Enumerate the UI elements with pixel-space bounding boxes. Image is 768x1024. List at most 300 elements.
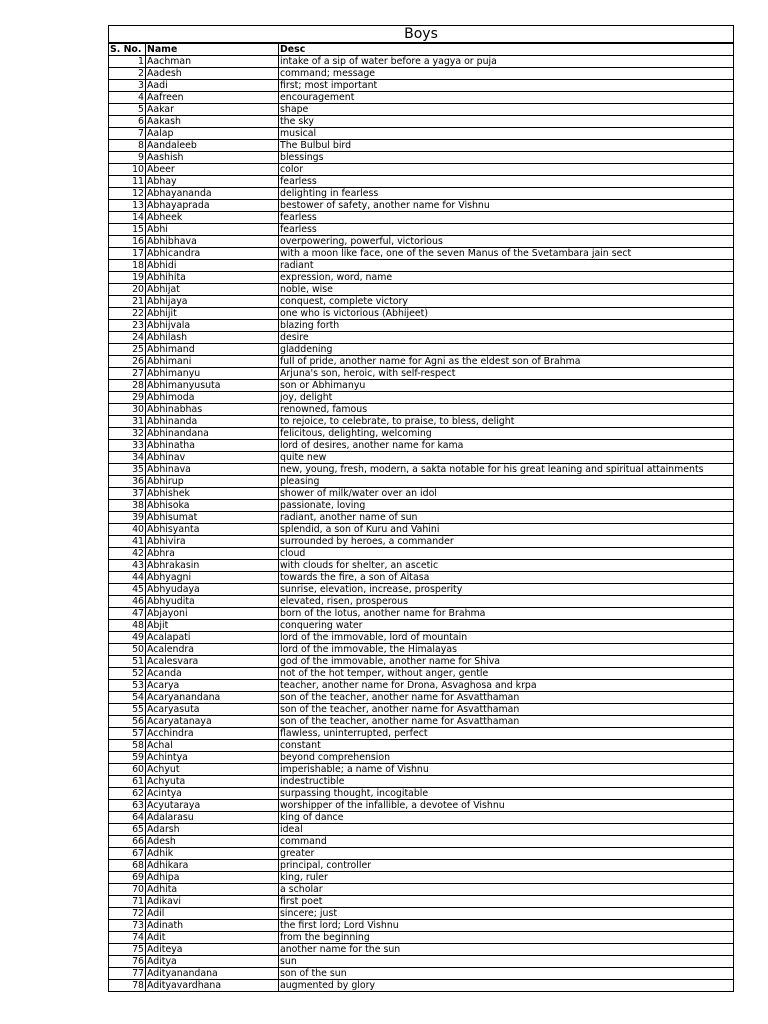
row-desc: overpowering, powerful, victorious	[279, 236, 734, 248]
row-name: Abjit	[146, 620, 279, 632]
row-number: 14	[109, 212, 146, 224]
row-number: 7	[109, 128, 146, 140]
row-name: Adhita	[146, 884, 279, 896]
table-row	[109, 320, 734, 332]
row-name: Abheek	[146, 212, 279, 224]
table-row	[109, 644, 734, 656]
row-name: Adityanandana	[146, 968, 279, 980]
row-name: Abhyudaya	[146, 584, 279, 596]
table-row	[109, 668, 734, 680]
row-name: Acintya	[146, 788, 279, 800]
row-name: Abhinandana	[146, 428, 279, 440]
row-desc: first poet	[279, 896, 734, 908]
row-desc: born of the lotus, another name for Brahma	[279, 608, 734, 620]
table-row	[109, 908, 734, 920]
row-desc: new, young, fresh, modern, a sakta notable for his great leaning and spiritual attainments	[279, 464, 734, 476]
row-number: 34	[109, 452, 146, 464]
row-desc: son of the sun	[279, 968, 734, 980]
row-number: 15	[109, 224, 146, 236]
row-name: Abhra	[146, 548, 279, 560]
row-desc: Arjuna's son, heroic, with self-respect	[279, 368, 734, 380]
row-name: Adesh	[146, 836, 279, 848]
row-desc: one who is victorious (Abhijeet)	[279, 308, 734, 320]
row-number: 12	[109, 188, 146, 200]
row-desc: splendid, a son of Kuru and Vahini	[279, 524, 734, 536]
table-row	[109, 56, 734, 68]
table-row	[109, 980, 734, 992]
row-number: 67	[109, 848, 146, 860]
row-name: Abhisoka	[146, 500, 279, 512]
table-row	[109, 452, 734, 464]
row-number: 45	[109, 584, 146, 596]
row-number: 78	[109, 980, 146, 992]
row-number: 75	[109, 944, 146, 956]
row-name: Abhishek	[146, 488, 279, 500]
table-row	[109, 404, 734, 416]
row-number: 18	[109, 260, 146, 272]
row-number: 8	[109, 140, 146, 152]
row-number: 68	[109, 860, 146, 872]
table-row	[109, 284, 734, 296]
row-name: Adinath	[146, 920, 279, 932]
row-number: 52	[109, 668, 146, 680]
table-row	[109, 572, 734, 584]
header-desc: Desc	[279, 44, 734, 56]
row-name: Acalendra	[146, 644, 279, 656]
table-row	[109, 188, 734, 200]
table-row	[109, 128, 734, 140]
row-number: 10	[109, 164, 146, 176]
row-number: 61	[109, 776, 146, 788]
row-number: 47	[109, 608, 146, 620]
row-number: 20	[109, 284, 146, 296]
row-number: 35	[109, 464, 146, 476]
row-number: 76	[109, 956, 146, 968]
row-number: 74	[109, 932, 146, 944]
row-desc: son of the teacher, another name for Asvatthaman	[279, 716, 734, 728]
table-row	[109, 632, 734, 644]
table-row	[109, 776, 734, 788]
row-name: Abhibhava	[146, 236, 279, 248]
row-desc: full of pride, another name for Agni as the eldest son of Brahma	[279, 356, 734, 368]
row-desc: flawless, uninterrupted, perfect	[279, 728, 734, 740]
row-desc: from the beginning	[279, 932, 734, 944]
row-name: Abhi	[146, 224, 279, 236]
row-desc: lord of the immovable, lord of mountain	[279, 632, 734, 644]
table-row	[109, 896, 734, 908]
row-desc: lord of the immovable, the Himalayas	[279, 644, 734, 656]
table-row	[109, 800, 734, 812]
row-desc: constant	[279, 740, 734, 752]
row-number: 29	[109, 392, 146, 404]
row-name: Abhijat	[146, 284, 279, 296]
row-desc: bestower of safety, another name for Vishnu	[279, 200, 734, 212]
row-name: Adikavi	[146, 896, 279, 908]
table-row	[109, 752, 734, 764]
row-desc: sunrise, elevation, increase, prosperity	[279, 584, 734, 596]
row-name: Adityavardhana	[146, 980, 279, 992]
row-name: Aditya	[146, 956, 279, 968]
row-desc: musical	[279, 128, 734, 140]
table-row	[109, 536, 734, 548]
row-number: 65	[109, 824, 146, 836]
row-name: Abhyudita	[146, 596, 279, 608]
table-row	[109, 332, 734, 344]
table-row	[109, 152, 734, 164]
row-desc: augmented by glory	[279, 980, 734, 992]
boys-names-sheet	[108, 25, 734, 992]
table-row	[109, 80, 734, 92]
table-row	[109, 944, 734, 956]
table-row	[109, 236, 734, 248]
row-desc: blessings	[279, 152, 734, 164]
row-number: 38	[109, 500, 146, 512]
table-row	[109, 512, 734, 524]
row-name: Abhinatha	[146, 440, 279, 452]
row-desc: god of the immovable, another name for Shiva	[279, 656, 734, 668]
row-name: Aditeya	[146, 944, 279, 956]
row-number: 72	[109, 908, 146, 920]
row-number: 11	[109, 176, 146, 188]
row-number: 60	[109, 764, 146, 776]
row-number: 41	[109, 536, 146, 548]
row-desc: king of dance	[279, 812, 734, 824]
row-desc: son or Abhimanyu	[279, 380, 734, 392]
table-row	[109, 380, 734, 392]
row-name: Abhinav	[146, 452, 279, 464]
header-row	[109, 44, 734, 56]
row-name: Achyuta	[146, 776, 279, 788]
row-desc: delighting in fearless	[279, 188, 734, 200]
row-number: 21	[109, 296, 146, 308]
row-name: Abhinava	[146, 464, 279, 476]
row-desc: fearless	[279, 224, 734, 236]
row-name: Abhivira	[146, 536, 279, 548]
table-row	[109, 440, 734, 452]
row-name: Abhidi	[146, 260, 279, 272]
row-desc: with clouds for shelter, an ascetic	[279, 560, 734, 572]
row-number: 23	[109, 320, 146, 332]
table-row	[109, 656, 734, 668]
row-desc: blazing forth	[279, 320, 734, 332]
row-number: 30	[109, 404, 146, 416]
row-desc: greater	[279, 848, 734, 860]
row-desc: intake of a sip of water before a yagya or puja	[279, 56, 734, 68]
row-number: 48	[109, 620, 146, 632]
row-number: 9	[109, 152, 146, 164]
table-row	[109, 104, 734, 116]
row-desc: shape	[279, 104, 734, 116]
sheet-title: Boys	[108, 25, 734, 43]
table-row	[109, 596, 734, 608]
row-desc: the first lord; Lord Vishnu	[279, 920, 734, 932]
row-number: 2	[109, 68, 146, 80]
row-desc: another name for the sun	[279, 944, 734, 956]
row-name: Abhilash	[146, 332, 279, 344]
row-number: 4	[109, 92, 146, 104]
row-number: 17	[109, 248, 146, 260]
row-desc: ideal	[279, 824, 734, 836]
table-row	[109, 932, 734, 944]
table-row	[109, 392, 734, 404]
table-row	[109, 836, 734, 848]
row-number: 43	[109, 560, 146, 572]
row-name: Abjayoni	[146, 608, 279, 620]
row-number: 73	[109, 920, 146, 932]
table-row	[109, 344, 734, 356]
table-row	[109, 560, 734, 572]
row-desc: shower of milk/water over an idol	[279, 488, 734, 500]
row-desc: with a moon like face, one of the seven Manus of the Svetambara jain sect	[279, 248, 734, 260]
table-row	[109, 608, 734, 620]
row-desc: fearless	[279, 212, 734, 224]
row-name: Aadesh	[146, 68, 279, 80]
row-number: 66	[109, 836, 146, 848]
row-number: 50	[109, 644, 146, 656]
row-number: 13	[109, 200, 146, 212]
row-name: Acaryanandana	[146, 692, 279, 704]
table-row	[109, 824, 734, 836]
row-desc: first; most important	[279, 80, 734, 92]
row-desc: elevated, risen, prosperous	[279, 596, 734, 608]
row-name: Adalarasu	[146, 812, 279, 824]
header-name: Name	[146, 44, 279, 56]
row-desc: not of the hot temper, without anger, gentle	[279, 668, 734, 680]
row-name: Achintya	[146, 752, 279, 764]
row-desc: son of the teacher, another name for Asvatthaman	[279, 692, 734, 704]
row-name: Aandaleeb	[146, 140, 279, 152]
row-name: Adhik	[146, 848, 279, 860]
table-row	[109, 68, 734, 80]
row-desc: king, ruler	[279, 872, 734, 884]
row-desc: felicitous, delighting, welcoming	[279, 428, 734, 440]
row-number: 22	[109, 308, 146, 320]
row-number: 6	[109, 116, 146, 128]
row-number: 49	[109, 632, 146, 644]
row-number: 40	[109, 524, 146, 536]
names-table	[108, 43, 734, 992]
row-name: Adit	[146, 932, 279, 944]
table-row	[109, 272, 734, 284]
row-name: Adil	[146, 908, 279, 920]
row-name: Adarsh	[146, 824, 279, 836]
row-number: 5	[109, 104, 146, 116]
row-desc: color	[279, 164, 734, 176]
row-name: Abhirup	[146, 476, 279, 488]
row-number: 1	[109, 56, 146, 68]
row-desc: fearless	[279, 176, 734, 188]
table-row	[109, 620, 734, 632]
row-number: 19	[109, 272, 146, 284]
row-name: Abhijvala	[146, 320, 279, 332]
table-row	[109, 728, 734, 740]
row-name: Adhipa	[146, 872, 279, 884]
row-number: 46	[109, 596, 146, 608]
row-number: 39	[109, 512, 146, 524]
row-number: 28	[109, 380, 146, 392]
row-number: 58	[109, 740, 146, 752]
row-name: Abhrakasin	[146, 560, 279, 572]
table-row	[109, 848, 734, 860]
table-row	[109, 692, 734, 704]
row-desc: The Bulbul bird	[279, 140, 734, 152]
row-name: Acyutaraya	[146, 800, 279, 812]
table-row	[109, 740, 734, 752]
row-desc: pleasing	[279, 476, 734, 488]
table-row	[109, 368, 734, 380]
table-row	[109, 812, 734, 824]
row-number: 31	[109, 416, 146, 428]
row-name: Adhikara	[146, 860, 279, 872]
table-row	[109, 764, 734, 776]
row-desc: command; message	[279, 68, 734, 80]
table-row	[109, 164, 734, 176]
table-row	[109, 872, 734, 884]
row-name: Abhimanyusuta	[146, 380, 279, 392]
table-row	[109, 704, 734, 716]
row-number: 44	[109, 572, 146, 584]
table-row	[109, 968, 734, 980]
table-row	[109, 920, 734, 932]
row-desc: sun	[279, 956, 734, 968]
table-row	[109, 248, 734, 260]
row-number: 71	[109, 896, 146, 908]
row-number: 26	[109, 356, 146, 368]
row-name: Acarya	[146, 680, 279, 692]
row-desc: renowned, famous	[279, 404, 734, 416]
row-name: Abhimanyu	[146, 368, 279, 380]
row-desc: conquering water	[279, 620, 734, 632]
table-row	[109, 956, 734, 968]
row-name: Aashish	[146, 152, 279, 164]
row-desc: surrounded by heroes, a commander	[279, 536, 734, 548]
row-desc: imperishable; a name of Vishnu	[279, 764, 734, 776]
row-name: Aadi	[146, 80, 279, 92]
row-name: Abhyagni	[146, 572, 279, 584]
table-row	[109, 308, 734, 320]
table-row	[109, 176, 734, 188]
row-name: Abhimoda	[146, 392, 279, 404]
row-name: Abhimand	[146, 344, 279, 356]
row-name: Abhinanda	[146, 416, 279, 428]
header-sno: S. No.	[109, 44, 146, 56]
table-row	[109, 92, 734, 104]
row-desc: joy, delight	[279, 392, 734, 404]
row-number: 56	[109, 716, 146, 728]
row-number: 27	[109, 368, 146, 380]
row-desc: sincere; just	[279, 908, 734, 920]
row-desc: cloud	[279, 548, 734, 560]
row-number: 54	[109, 692, 146, 704]
row-name: Abhisumat	[146, 512, 279, 524]
row-number: 3	[109, 80, 146, 92]
row-number: 33	[109, 440, 146, 452]
table-row	[109, 524, 734, 536]
row-desc: passionate, loving	[279, 500, 734, 512]
row-desc: teacher, another name for Drona, Asvaghosa and krpa	[279, 680, 734, 692]
table-row	[109, 116, 734, 128]
table-row	[109, 884, 734, 896]
table-row	[109, 860, 734, 872]
table-row	[109, 464, 734, 476]
row-number: 42	[109, 548, 146, 560]
row-name: Abhayaprada	[146, 200, 279, 212]
row-desc: to rejoice, to celebrate, to praise, to bless, delight	[279, 416, 734, 428]
row-desc: beyond comprehension	[279, 752, 734, 764]
row-name: Acanda	[146, 668, 279, 680]
row-desc: indestructible	[279, 776, 734, 788]
row-name: Acalesvara	[146, 656, 279, 668]
row-number: 32	[109, 428, 146, 440]
table-row	[109, 476, 734, 488]
table-row	[109, 212, 734, 224]
row-number: 57	[109, 728, 146, 740]
row-name: Aalap	[146, 128, 279, 140]
row-desc: desire	[279, 332, 734, 344]
table-row	[109, 500, 734, 512]
row-name: Aakash	[146, 116, 279, 128]
row-number: 24	[109, 332, 146, 344]
table-row	[109, 788, 734, 800]
row-desc: radiant	[279, 260, 734, 272]
row-desc: worshipper of the infallible, a devotee of Vishnu	[279, 800, 734, 812]
row-number: 16	[109, 236, 146, 248]
row-name: Aakar	[146, 104, 279, 116]
row-desc: expression, word, name	[279, 272, 734, 284]
table-row	[109, 680, 734, 692]
row-desc: surpassing thought, incogitable	[279, 788, 734, 800]
row-name: Acchindra	[146, 728, 279, 740]
row-number: 37	[109, 488, 146, 500]
table-row	[109, 260, 734, 272]
table-row	[109, 356, 734, 368]
row-desc: a scholar	[279, 884, 734, 896]
table-row	[109, 548, 734, 560]
table-row	[109, 428, 734, 440]
row-number: 62	[109, 788, 146, 800]
row-name: Achal	[146, 740, 279, 752]
names-table-body	[109, 44, 734, 992]
row-number: 36	[109, 476, 146, 488]
row-name: Acaryatanaya	[146, 716, 279, 728]
row-number: 77	[109, 968, 146, 980]
table-row	[109, 584, 734, 596]
row-desc: towards the fire, a son of Aitasa	[279, 572, 734, 584]
table-row	[109, 416, 734, 428]
row-name: Abhicandra	[146, 248, 279, 260]
row-name: Abhinabhas	[146, 404, 279, 416]
row-number: 70	[109, 884, 146, 896]
row-name: Abhayananda	[146, 188, 279, 200]
row-number: 69	[109, 872, 146, 884]
row-number: 25	[109, 344, 146, 356]
row-desc: quite new	[279, 452, 734, 464]
table-row	[109, 140, 734, 152]
row-name: Achyut	[146, 764, 279, 776]
row-name: Acalapati	[146, 632, 279, 644]
row-desc: principal, controller	[279, 860, 734, 872]
row-name: Aafreen	[146, 92, 279, 104]
table-row	[109, 224, 734, 236]
table-row	[109, 296, 734, 308]
row-desc: lord of desires, another name for kama	[279, 440, 734, 452]
row-desc: encouragement	[279, 92, 734, 104]
row-name: Abhimani	[146, 356, 279, 368]
table-row	[109, 488, 734, 500]
row-desc: noble, wise	[279, 284, 734, 296]
row-desc: gladdening	[279, 344, 734, 356]
row-name: Acaryasuta	[146, 704, 279, 716]
